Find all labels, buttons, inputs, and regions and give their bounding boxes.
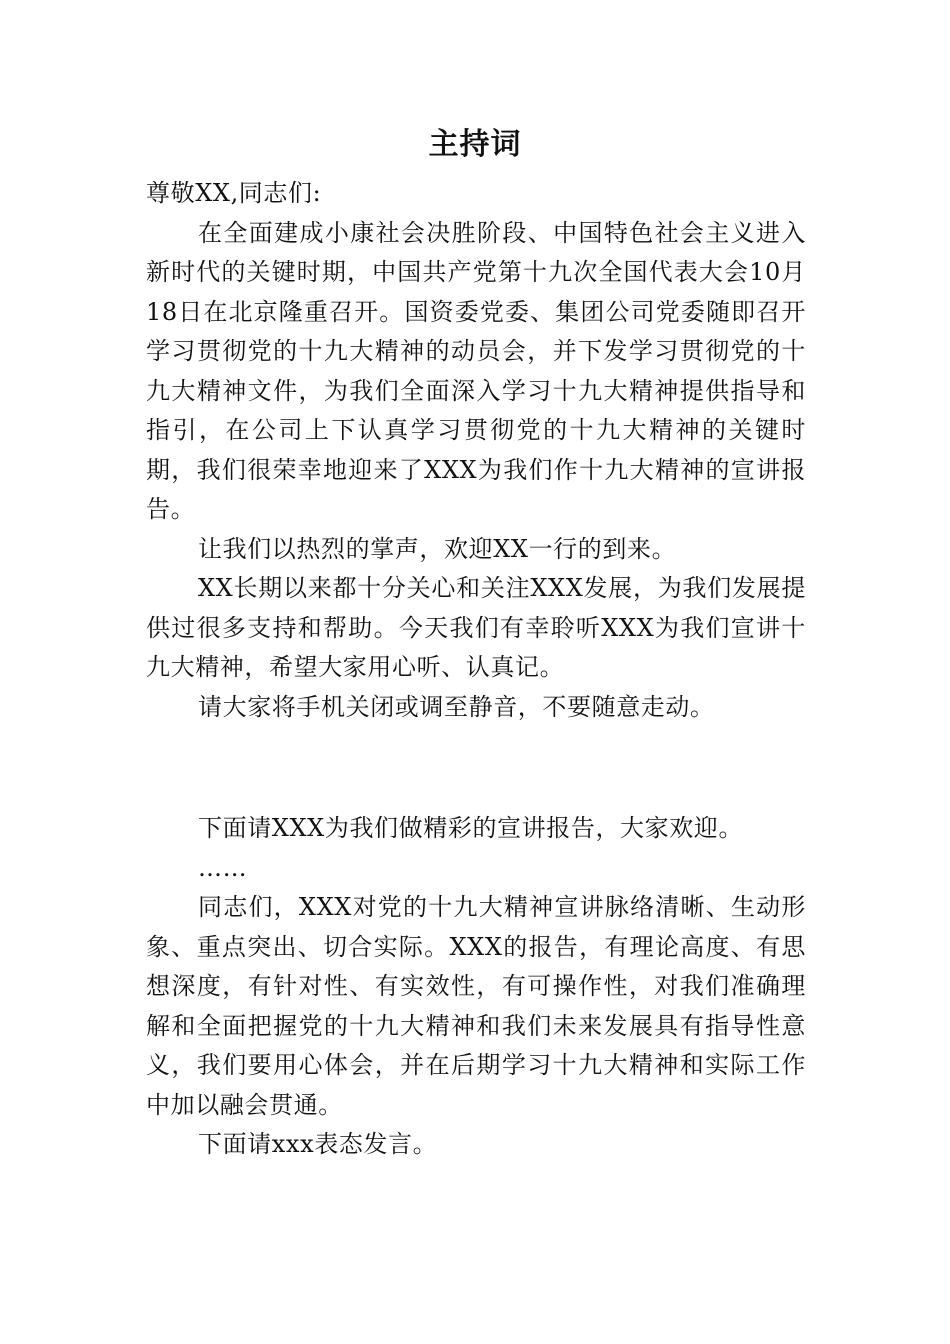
paragraph-introduction: XX长期以来都十分关心和关注XXX发展，为我们发展提供过很多支持和帮助。今天我们有幸聆听XXX为我们宣讲十九大精神，希望大家用心听、认真记。 bbox=[146, 574, 806, 681]
paragraph-invite-speaker: 下面请XXX为我们做精彩的宣讲报告，大家欢迎。 bbox=[198, 814, 744, 842]
document-body bbox=[146, 174, 806, 1165]
blank-spacer bbox=[146, 727, 806, 809]
paragraph-next-speaker: 下面请xxx表态发言。 bbox=[198, 1130, 438, 1158]
ellipsis-line: …… bbox=[198, 853, 248, 882]
paragraph-summary: 同志们，XXX对党的十九大精神宣讲脉络清晰、生动形象、重点突出、切合实际。XXX的报告，有理论高度、有思想深度，有针对性、有实效性，有可操作性，对我们准确理解和全面把握党的十九大精神和我们未来发展具有指导性意义，我们要用心体会，并在后期学习十九大精神和实际工作中加以融会贯通。 bbox=[146, 893, 806, 1119]
paragraph-opening: 在全面建成小康社会决胜阶段、中国特色社会主义进入新时代的关键时期，中国共产党第十九次全国代表大会10月18日在北京隆重召开。国资委党委、集团公司党委随即召开学习贯彻党的十九大精神的动员会，并下发学习贯彻党的十九大精神文件，为我们全面深入学习十九大精神提供指导和指引，在公司上下认真学习贯彻党的十九大精神的关键时期，我们很荣幸地迎来了XXX为我们作十九大精神的宣讲报告。 bbox=[146, 218, 806, 523]
paragraph-welcome: 让我们以热烈的掌声，欢迎XX一行的到来。 bbox=[198, 534, 677, 563]
salutation: 尊敬XX,同志们: bbox=[146, 179, 322, 207]
document-title: 主持词 bbox=[428, 127, 522, 162]
paragraph-phone-reminder: 请大家将手机关闭或调至静音，不要随意走动。 bbox=[198, 692, 715, 721]
